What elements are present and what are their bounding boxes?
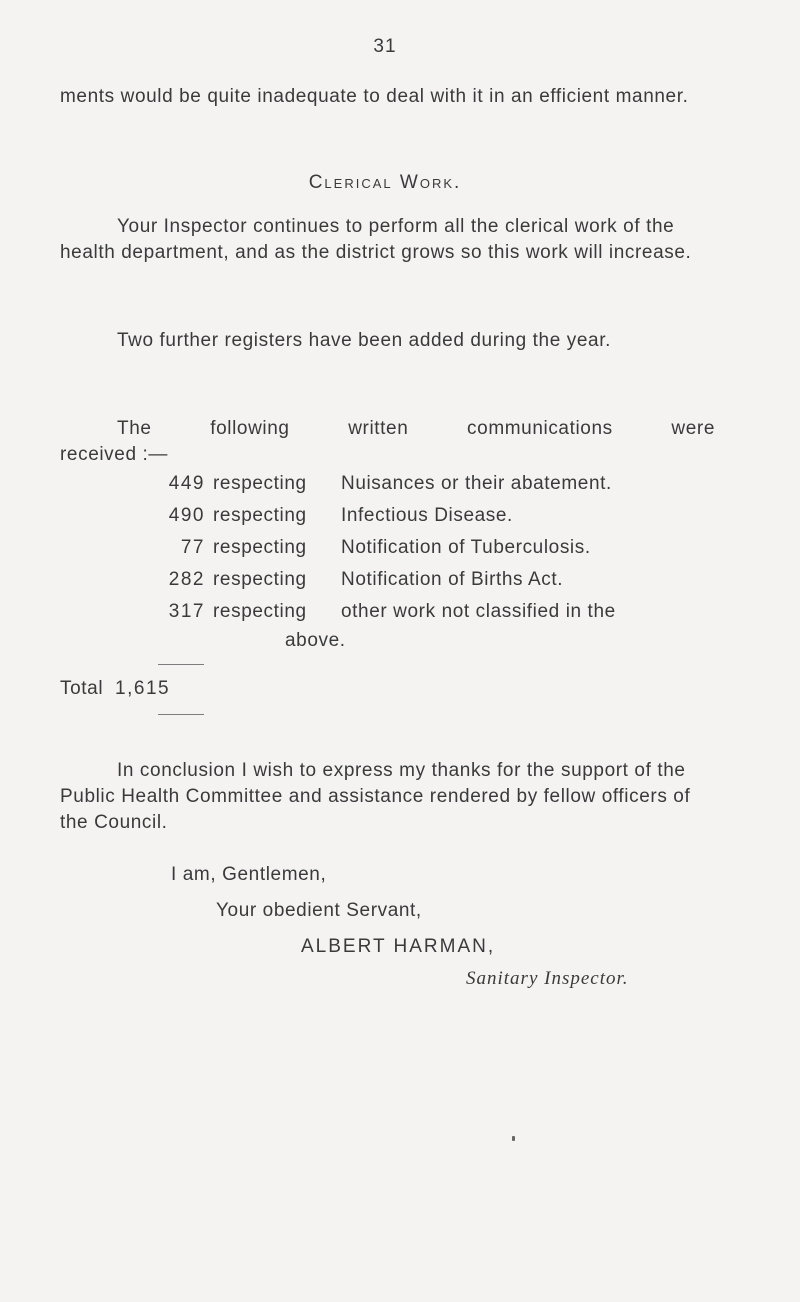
communication-subject-continuation: above. bbox=[285, 630, 346, 651]
communication-row bbox=[0, 569, 800, 595]
total-value: 1,615 bbox=[115, 678, 171, 699]
page-number: 31 bbox=[373, 36, 397, 57]
total-line bbox=[60, 678, 170, 700]
communications-intro-received: received :— bbox=[60, 444, 168, 465]
communication-count: 449 bbox=[168, 473, 205, 494]
communication-subject: Notification of Tuberculosis. bbox=[341, 537, 591, 558]
communications-intro-line: The following written communications were bbox=[117, 418, 715, 439]
communication-subject: Infectious Disease. bbox=[341, 505, 513, 526]
communication-count: 77 bbox=[180, 537, 205, 558]
communication-respecting: respecting bbox=[213, 537, 307, 558]
communication-row bbox=[0, 601, 800, 659]
intro-paragraph: ments would be quite inadequate to deal with it in an efficient manner. bbox=[60, 86, 689, 107]
communication-respecting: respecting bbox=[213, 601, 307, 622]
communication-count: 490 bbox=[168, 505, 205, 526]
clerical-paragraph: Your Inspector continues to perform all the clerical work of the health department, and as the district grows so this work will increase. bbox=[60, 216, 692, 263]
communication-respecting: respecting bbox=[213, 505, 307, 526]
communication-respecting: respecting bbox=[213, 473, 307, 494]
communication-subject: other work not classified in the bbox=[341, 601, 616, 622]
conclusion-paragraph: In conclusion I wish to express my thanks for the support of the Public Health Committee and assistance rendered by fellow officers of the Council. bbox=[60, 760, 691, 833]
communication-respecting: respecting bbox=[213, 569, 307, 590]
communication-row bbox=[0, 505, 800, 531]
communication-row bbox=[0, 537, 800, 563]
total-rule-top bbox=[158, 664, 204, 665]
signatory-title: Sanitary Inspector. bbox=[466, 968, 629, 989]
salutation: I am, Gentlemen, bbox=[171, 864, 327, 885]
registers-paragraph: Two further registers have been added during the year. bbox=[117, 330, 611, 351]
communication-subject: Notification of Births Act. bbox=[341, 569, 564, 590]
signatory-name: ALBERT HARMAN, bbox=[301, 936, 496, 957]
total-label: Total bbox=[60, 678, 104, 699]
communication-count: 317 bbox=[168, 601, 205, 622]
total-rule-bottom bbox=[158, 714, 204, 715]
communication-row bbox=[0, 473, 800, 499]
paper-speck bbox=[512, 1136, 515, 1141]
communication-subject: Nuisances or their abatement. bbox=[341, 473, 612, 494]
communication-count: 282 bbox=[168, 569, 205, 590]
valediction: Your obedient Servant, bbox=[216, 900, 422, 921]
section-heading: Clerical Work. bbox=[308, 172, 462, 193]
